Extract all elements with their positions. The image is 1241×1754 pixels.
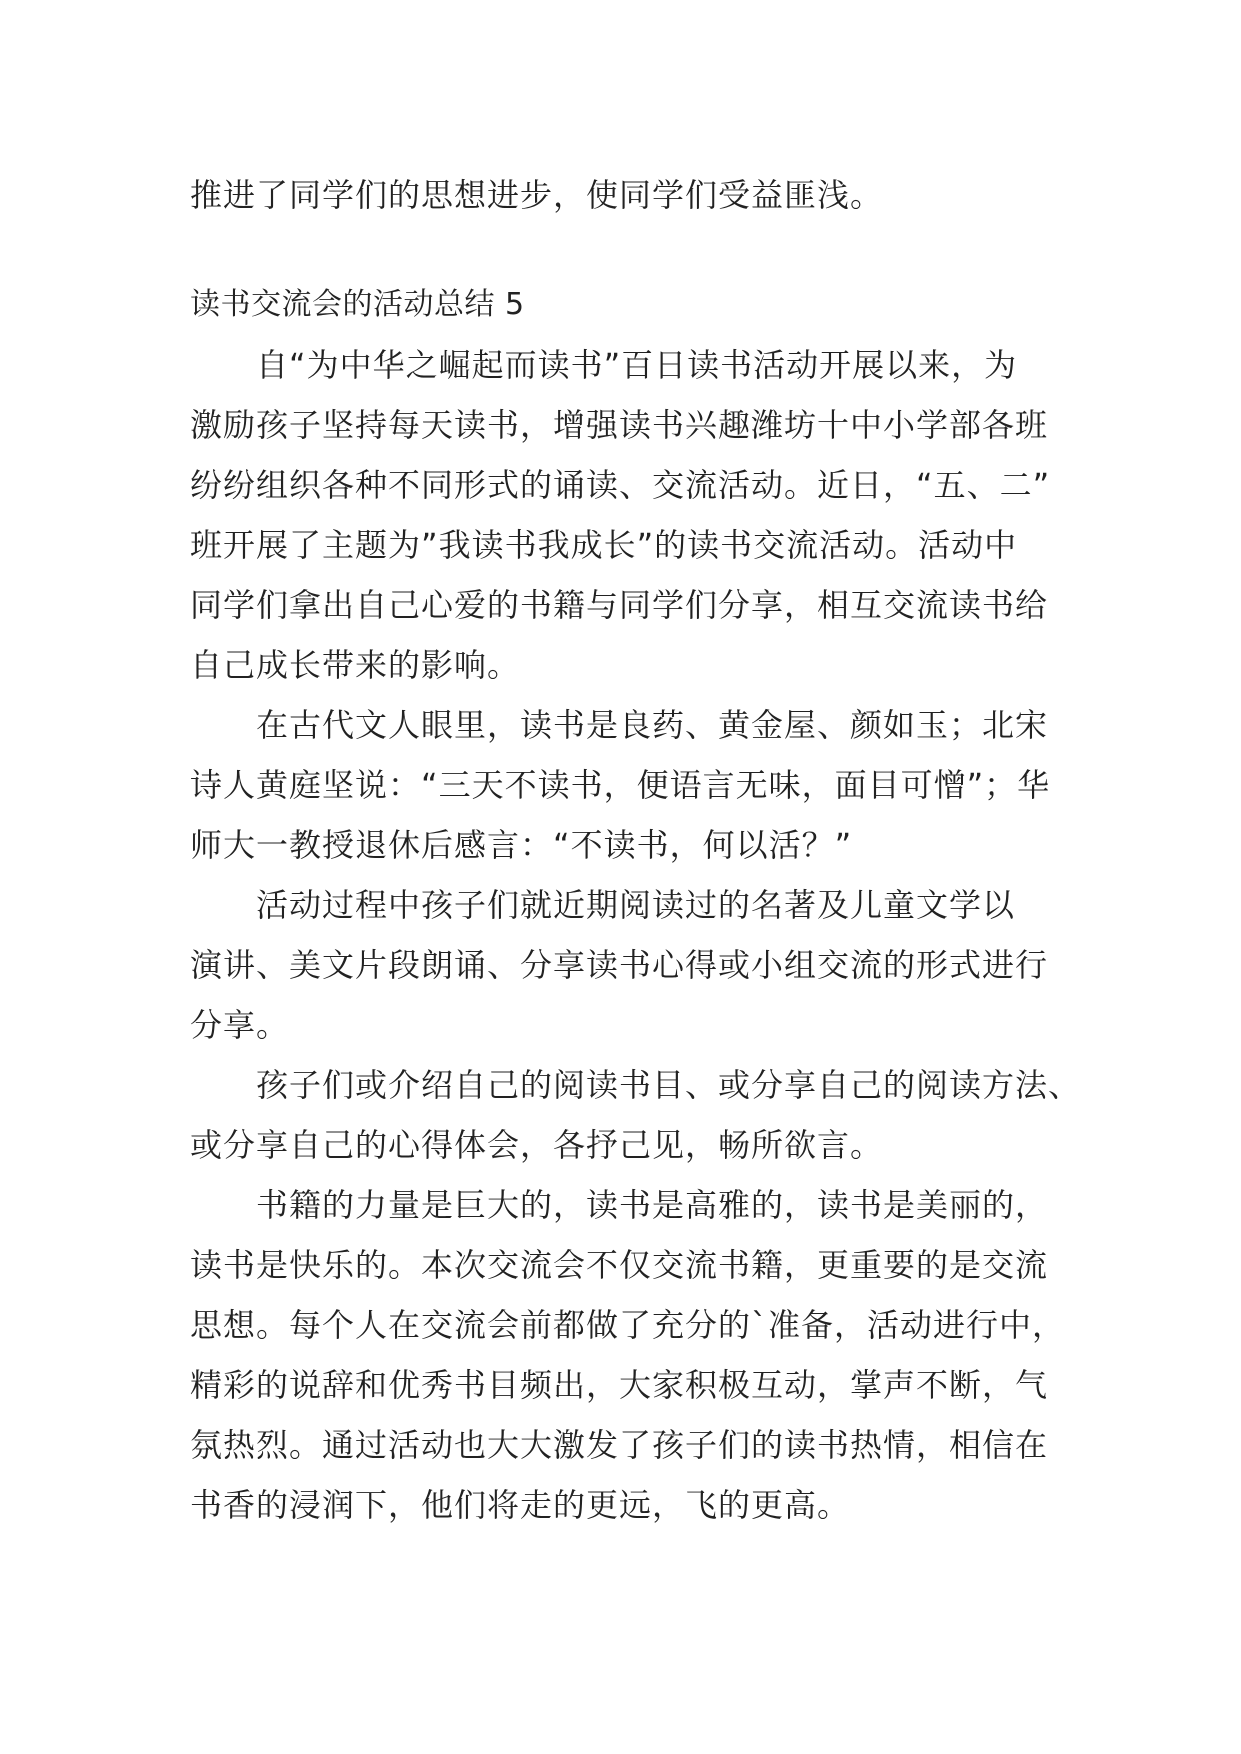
paragraph-line: 氛热烈。通过活动也大大激发了孩子们的读书热情，相信在	[190, 1426, 1049, 1464]
paragraph-line: 分享。	[190, 1006, 290, 1044]
paragraph-line: 激励孩子坚持每天读书，增强读书兴趣潍坊十中小学部各班	[190, 406, 1049, 444]
paragraph-line: 在古代文人眼里，读书是良药、黄金屋、颜如玉；北宋	[256, 706, 1049, 744]
paragraph-2	[190, 695, 1070, 875]
paragraph-line: 同学们拿出自己心爱的书籍与同学们分享，相互交流读书给	[190, 586, 1049, 624]
paragraph-3	[190, 875, 1070, 1055]
blank-spacer	[190, 225, 1070, 275]
paragraph-line: 思想。每个人在交流会前都做了充分的`准备，活动进行中，	[190, 1306, 1066, 1344]
paragraph-line: 自“为中华之崛起而读书”百日读书活动开展以来，为	[256, 346, 1018, 384]
paragraph-line: 书香的浸润下，他们将走的更远，飞的更高。	[190, 1486, 851, 1524]
paragraph-line: 演讲、美文片段朗诵、分享读书心得或小组交流的形式进行	[190, 946, 1049, 984]
paragraph-4	[190, 1055, 1082, 1175]
paragraph-line: 自己成长带来的影响。	[190, 646, 521, 684]
paragraph-line: 诗人黄庭坚说：“三天不读书，便语言无味，面目可憎”；华	[190, 766, 1051, 804]
document-body	[190, 165, 1082, 1535]
paragraph-line: 纷纷组织各种不同形式的诵读、交流活动。近日，“五、二”	[190, 466, 1051, 504]
paragraph-5	[190, 1175, 1070, 1535]
paragraph-line: 书籍的力量是巨大的，读书是高雅的，读书是美丽的，	[256, 1186, 1049, 1224]
paragraph-line: 或分享自己的心得体会，各抒己见，畅所欲言。	[190, 1126, 884, 1164]
section-heading: 读书交流会的活动总结 5	[190, 287, 525, 322]
paragraph-line: 活动过程中孩子们就近期阅读过的名著及儿童文学以	[256, 886, 1016, 924]
paragraph-line: 孩子们或介绍自己的阅读书目、或分享自己的阅读方法、	[256, 1066, 1082, 1104]
paragraph-line: 师大一教授退休后感言：“不读书，何以活？”	[190, 826, 853, 864]
continuation-line: 推进了同学们的思想进步，使同学们受益匪浅。	[190, 176, 884, 214]
paragraph-1	[190, 335, 1070, 695]
paragraph-line: 读书是快乐的。本次交流会不仅交流书籍，更重要的是交流	[190, 1246, 1049, 1284]
paragraph-line: 精彩的说辞和优秀书目频出，大家积极互动，掌声不断，气	[190, 1366, 1049, 1404]
paragraph-line: 班开展了主题为”我读书我成长”的读书交流活动。活动中	[190, 526, 1018, 564]
